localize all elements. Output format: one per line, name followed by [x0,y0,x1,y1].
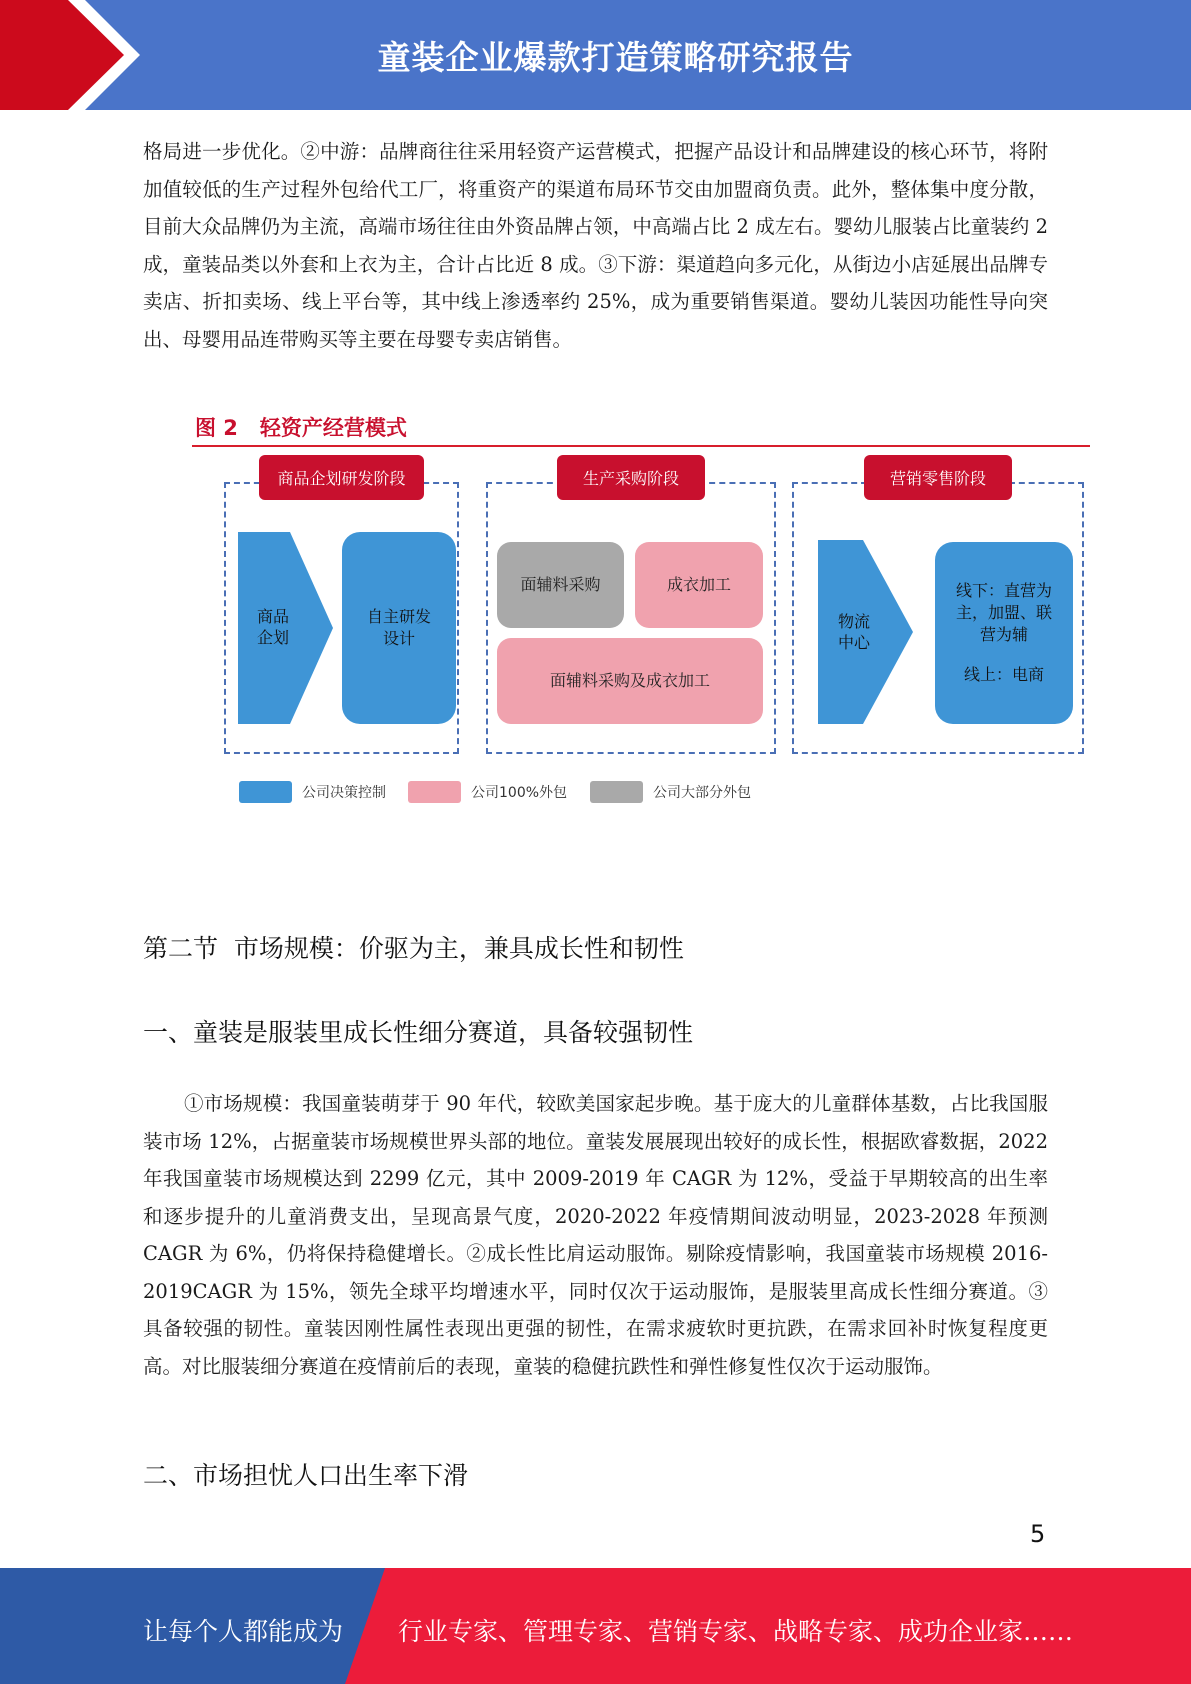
stage-production-label: 生产采购阶段 [557,455,705,500]
header-chevron-decoration [0,0,150,110]
legend-label-full-outsource: 公司100%外包 [471,785,568,801]
fabric-and-garment-box: 面辅料采购及成衣加工 [497,638,763,724]
stage-retail-label: 营销零售阶段 [864,455,1012,500]
page-number: 5 [1030,1520,1046,1548]
online-channel-text: 线上：电商 [963,665,1044,684]
subheading-one: 一、童装是服装里成长性细分赛道，具备较强韧性 [143,1018,694,1047]
retail-channels-box [935,542,1073,724]
legend-label-control: 公司决策控制 [302,785,386,801]
stage-planning-label: 商品企划研发阶段 [259,455,424,500]
business-model-figure [188,398,1092,811]
garment-processing-box: 成衣加工 [635,542,763,628]
planning-arrow-label: 商品 企划 [256,607,289,647]
legend-swatch-full-outsource [408,781,461,803]
footer-slogan-left: 让每个人都能成为 [143,1617,344,1646]
figure-title: 图 2 轻资产经营模式 [195,416,407,440]
offline-channel-text: 线下：直营为 主，加盟、联 营为辅 [955,581,1052,644]
section-heading: 第二节 市场规模：价驱为主，兼具成长性和韧性 [143,934,684,963]
footer-slogan-right: 行业专家、管理专家、营销专家、战略专家、成功企业家…… [398,1617,1074,1646]
report-title: 童装企业爆款打造策略研究报告 [377,37,854,77]
design-box: 自主研发 设计 [342,532,456,724]
fabric-procurement-box: 面辅料采购 [497,542,624,628]
figure-title-rule [192,445,1090,447]
legend-label-mostly-outsource: 公司大部分外包 [653,785,751,801]
subheading-two: 二、市场担忧人口出生率下滑 [143,1461,469,1490]
body-paragraph: 格局进一步优化。②中游：品牌商往往采用轻资产运营模式，把握产品设计和品牌建设的核心环节，将附加值较低的生产过程外包给代工厂，将重资产的渠道布局环节交由加盟商负责。此外，整体集中度分散，目前大众品牌仍为主流，高端市场往往由外资品牌占领，中高端占比 2 成左右。婴幼儿服装占比童装约 2 成，童装品类以外套和上衣为主，合计占比近 8 成。③下游：渠道趋向多元化，从街边小店延展出品牌专卖店、折扣卖场、线上平台等，其中线上渗透率约 25%，成为重要销售渠道。婴幼儿装因功能性导向突出、母婴用品连带购买等主要在母婴专卖店销售。 [143,140,1048,351]
logistics-arrow-label: 物流 中心 [837,612,870,652]
legend-swatch-control [239,781,292,803]
page-header [0,0,1191,110]
legend-swatch-mostly-outsource [590,781,643,803]
body-paragraph-market: ①市场规模：我国童装萌芽于 90 年代，较欧美国家起步晚。基于庞大的儿童群体基数，占比我国服装市场 12%，占据童装市场规模世界头部的地位。童装发展展现出较好的成长性，根据欧睿数据，2022 年我国童装市场规模达到 2299 亿元，其中 2009-2019 年 CAGR 为 12%，受益于早期较高的出生率和逐步提升的儿童消费支出，呈现高景气度，2020-2022 年疫情期间波动明显，2023-2028 年预测 CAGR 为 6%，仍将保持稳健增长。②成长性比肩运动服饰。剔除疫情影响，我国童装市场规模 2016-2019CAGR 为 15%，领先全球平均增速水平，同时仅次于运动服饰，是服装里高成长性细分赛道。③具备较强的韧性。童装因刚性属性表现出更强的韧性，在需求疲软时更抗跌，在需求回补时恢复程度更高。对比服装细分赛道在疫情前后的表现，童装的稳健抗跌性和弹性修复性仅次于运动服饰。 [143,1092,1048,1378]
